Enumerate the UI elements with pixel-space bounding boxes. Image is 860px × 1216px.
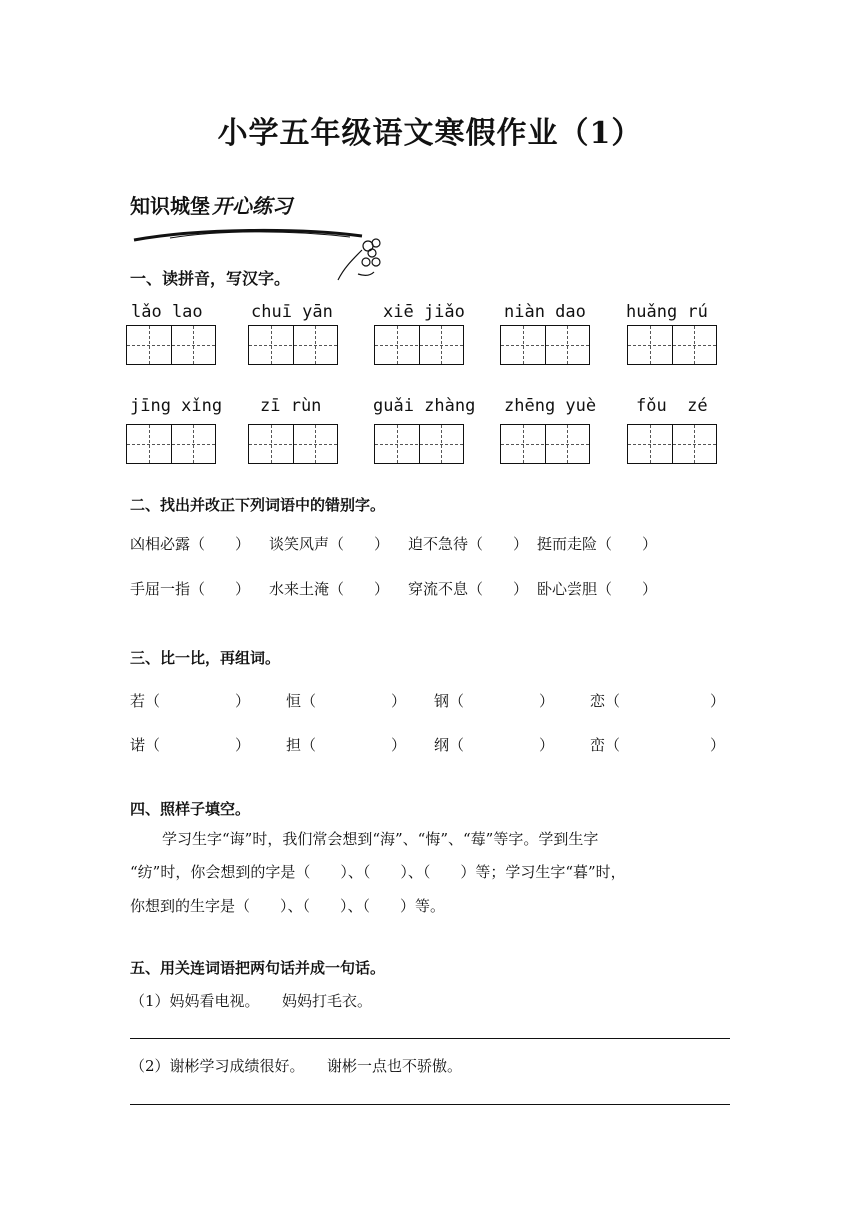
writing-grid[interactable] [126,424,216,464]
pinyin-1: lǎo lao [131,302,203,322]
paragraph-line: 你想到的生字是（ ）、（ ）、（ ）等。 [130,897,446,915]
pinyin-6: jīng xǐng [130,396,223,416]
compare-item [130,734,250,755]
typo-item: 卧心尝胆（ ） [537,580,658,598]
section2-title: 二、找出并改正下列词语中的错别字。 [130,496,386,514]
compare-char: 若 [130,692,146,710]
pinyin-4: niàn dao [504,302,586,322]
pinyin-7: zī rùn [260,396,322,416]
question-2: （2）谢彬学习成绩很好。 谢彬一点也不骄傲。 [130,1057,463,1075]
writing-grid[interactable] [374,424,464,464]
section4-title: 四、照样子填空。 [130,800,251,818]
section-banner [130,190,292,219]
pinyin-9: zhēng yuè [504,396,597,416]
answer-line[interactable] [130,1104,730,1105]
compare-item [590,690,725,711]
typo-item: 穿流不息（ ） [408,580,529,598]
typo-item: 迫不急待（ ） [408,535,529,553]
typo-item: 水来土淹（ ） [269,580,390,598]
compare-char: 恋 [590,692,606,710]
writing-grid[interactable] [248,424,338,464]
compare-item [286,734,406,755]
pinyin-5: huǎng rú [626,302,708,322]
compare-char: 纲 [434,736,450,754]
typo-item: 谈笑风声（ ） [269,535,390,553]
paragraph-line: “纺”时，你会想到的字是（ ）、（ ）、（ ）等；学习生字“暮”时， [130,863,626,881]
typo-item: 挺而走险（ ） [537,535,658,553]
typo-item: 凶相必露（ ） [130,535,251,553]
writing-grid[interactable] [627,424,717,464]
answer-blank[interactable]: （ ） [449,736,555,754]
answer-blank[interactable]: （ ） [449,692,555,710]
compare-char: 诺 [130,736,146,754]
writing-grid[interactable] [126,325,216,365]
pinyin-8: guǎi zhàng [373,396,476,416]
answer-blank[interactable]: （ ） [145,692,251,710]
pinyin-3: xiē jiǎo [383,302,465,322]
compare-item [286,690,406,711]
answer-blank[interactable]: （ ） [145,736,251,754]
compare-char: 恒 [286,692,302,710]
section1-title: 一、读拼音，写汉字。 [130,269,291,288]
compare-char: 峦 [590,736,606,754]
page-title: 小学五年级语文寒假作业（1） [217,116,643,151]
writing-grid[interactable] [627,325,717,365]
answer-blank[interactable]: （ ） [605,736,726,754]
compare-char: 钢 [434,692,450,710]
section5-title: 五、用关连词语把两句话并成一句话。 [130,959,386,977]
writing-grid[interactable] [500,424,590,464]
paragraph-line: 学习生字“诲”时，我们常会想到“海”、“悔”、“莓”等字。学到生字 [162,830,599,848]
writing-grid[interactable] [248,325,338,365]
section3-title: 三、比一比，再组词。 [130,649,281,667]
banner-sub-label: 开心练习 [212,194,292,218]
compare-char: 担 [286,736,302,754]
compare-item [434,734,554,755]
question-1: （1）妈妈看电视。 妈妈打毛衣。 [130,992,373,1010]
typo-item: 手屈一指（ ） [130,580,251,598]
answer-blank[interactable]: （ ） [301,736,407,754]
compare-item [590,734,725,755]
pinyin-2: chuī yān [251,302,333,322]
answer-line[interactable] [130,1038,730,1039]
compare-item [130,690,250,711]
writing-grid[interactable] [500,325,590,365]
pinyin-10: fǒu zé [636,396,708,416]
banner-main-label: 知识城堡 [130,194,210,218]
answer-blank[interactable]: （ ） [605,692,726,710]
compare-item [434,690,554,711]
writing-grid[interactable] [374,325,464,365]
answer-blank[interactable]: （ ） [301,692,407,710]
